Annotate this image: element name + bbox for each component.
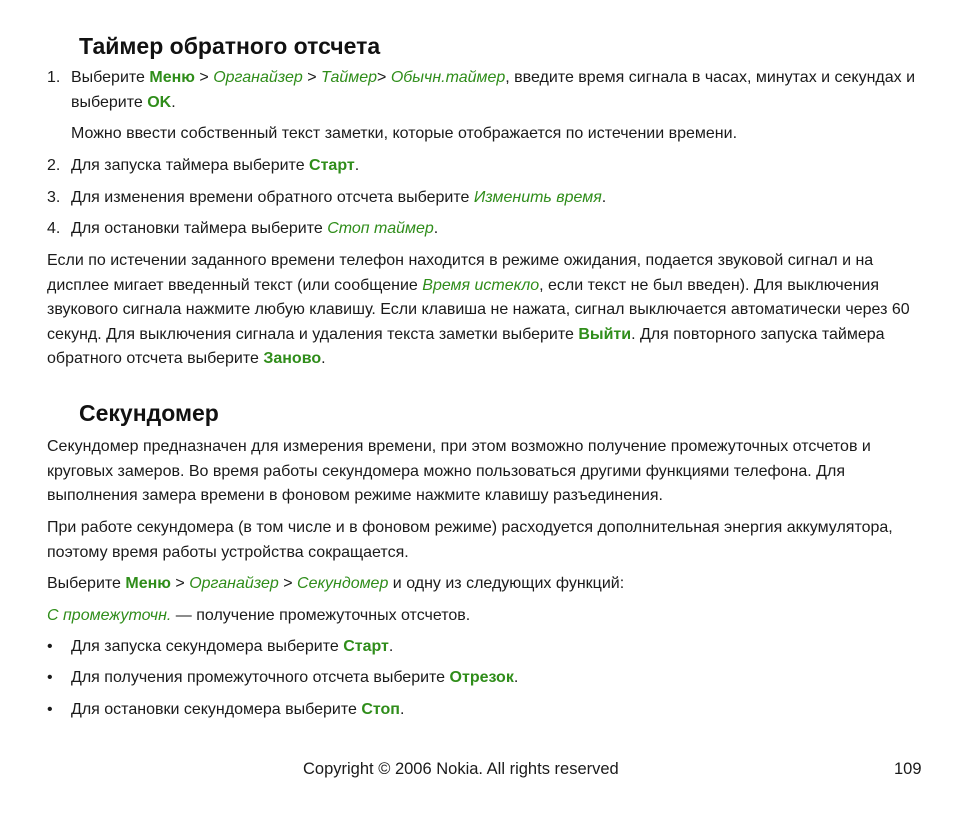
- step-text: [71, 154, 917, 179]
- step-number: 4.: [47, 220, 61, 237]
- bullet-marker: •: [47, 701, 53, 718]
- text-run: , введите время сигнала в часах, минутах и секундах и выберите: [71, 69, 916, 111]
- stop-key: Стоп: [361, 701, 400, 718]
- step-1: [47, 66, 917, 116]
- bullet-marker: •: [47, 638, 53, 655]
- timer-option: Таймер: [321, 69, 378, 86]
- text-run: .: [354, 157, 360, 174]
- text-run: Для запуска таймера выберите: [71, 157, 310, 174]
- bullet-text: [71, 635, 917, 660]
- note-text: Можно ввести собственный текст заметки, которые отображается по истечении времени.: [71, 125, 738, 142]
- text-run: , если текст не был введен). Для выключения звукового сигнала нажмите любую клавишу. Если клавиша не нажата, сигнал выключается автоматически через 60 секунд. Для выключения сигнала и удаления текста заметки выберите: [47, 276, 910, 343]
- again-key: Заново: [263, 350, 322, 368]
- lap-key: Отрезок: [449, 669, 514, 686]
- text-run: .: [399, 701, 405, 718]
- split-timing-description: [47, 604, 917, 629]
- bullet-marker: •: [47, 669, 53, 686]
- text-run: и одну из следующих функций:: [388, 575, 625, 592]
- text-run: Для остановки таймера выберите: [71, 220, 328, 237]
- bullet-item: [47, 666, 917, 692]
- step-note: [47, 122, 917, 147]
- bullet-text: [71, 698, 917, 723]
- start-key: Старт: [309, 157, 355, 174]
- text-run: .: [433, 220, 439, 237]
- exit-key: Выйти: [578, 325, 632, 343]
- ok-key: OK: [147, 93, 172, 111]
- step-3: [47, 186, 917, 212]
- text-run: . Для повторного запуска таймера обратного отсчета выберите: [47, 325, 885, 368]
- footer-copyright: Copyright © 2006 Nokia. All rights reserved: [303, 760, 619, 778]
- section-heading-stopwatch: Секундомер: [79, 400, 219, 426]
- stopwatch-menu-path: [47, 572, 917, 597]
- separator: >: [302, 69, 322, 86]
- text-run: .: [388, 638, 394, 655]
- normal-timer-option: Обычн.таймер: [390, 69, 506, 86]
- separator: >: [170, 575, 190, 592]
- split-timing-option: С промежуточн.: [47, 607, 172, 624]
- step-text: [71, 186, 917, 211]
- step-number: 3.: [47, 189, 61, 206]
- stop-timer-option: Стоп таймер: [327, 220, 434, 237]
- text-run: .: [321, 350, 326, 368]
- stopwatch-intro-paragraph: Секундомер предназначен для измерения времени, при этом возможно получение промежуточных отсчетов и круговых замеров. Во время работы секундомера можно пользоваться другими функциями телефона. Для выполнения замера времени в фоновом режиме нажмите клавишу разъединения.: [47, 438, 871, 505]
- page-number: 109: [894, 760, 922, 778]
- separator: >: [278, 575, 298, 592]
- separator: >: [377, 69, 391, 86]
- text-run: .: [171, 93, 176, 111]
- text-run: — получение промежуточных отсчетов.: [171, 607, 471, 624]
- section-heading-countdown-timer: Таймер обратного отсчета: [79, 33, 381, 59]
- time-expired-message: Время истекло: [422, 276, 540, 294]
- text-run: Для запуска секундомера выберите: [71, 638, 344, 655]
- separator: >: [194, 69, 214, 86]
- bullet-item: [47, 698, 917, 724]
- start-key: Старт: [343, 638, 389, 655]
- text-run: Если по истечении заданного времени телефон находится в режиме ожидания, подается звуковой сигнал и на дисплее мигает введенный текст (или сообщение: [47, 252, 874, 294]
- step-text: [71, 66, 917, 115]
- organizer-option: Органайзер: [213, 69, 303, 86]
- step-4: [47, 217, 917, 243]
- text-run: Для изменения времени обратного отсчета выберите: [71, 189, 474, 206]
- text-run: Выберите: [47, 575, 126, 592]
- timer-expiry-paragraph: [47, 249, 917, 372]
- bullet-item: [47, 635, 917, 661]
- bullet-text: [71, 666, 917, 691]
- menu-key: Меню: [125, 575, 171, 592]
- organizer-option: Органайзер: [189, 575, 279, 592]
- stopwatch-option: Секундомер: [297, 575, 389, 592]
- text-run: Для получения промежуточного отсчета выберите: [71, 669, 450, 686]
- menu-key: Меню: [149, 69, 195, 86]
- stopwatch-battery-paragraph: При работе секундомера (в том числе и в фоновом режиме) расходуется дополнительная энергия аккумулятора, поэтому время работы устройства сокращается.: [47, 519, 893, 561]
- text-run: Для остановки секундомера выберите: [71, 701, 362, 718]
- step-number: 2.: [47, 157, 61, 174]
- step-text: [71, 217, 917, 242]
- text-run: Выберите: [71, 69, 150, 86]
- text-run: .: [513, 669, 519, 686]
- change-time-option: Изменить время: [473, 189, 602, 206]
- text-run: .: [601, 189, 607, 206]
- step-2: [47, 154, 917, 180]
- step-number: 1.: [47, 69, 61, 86]
